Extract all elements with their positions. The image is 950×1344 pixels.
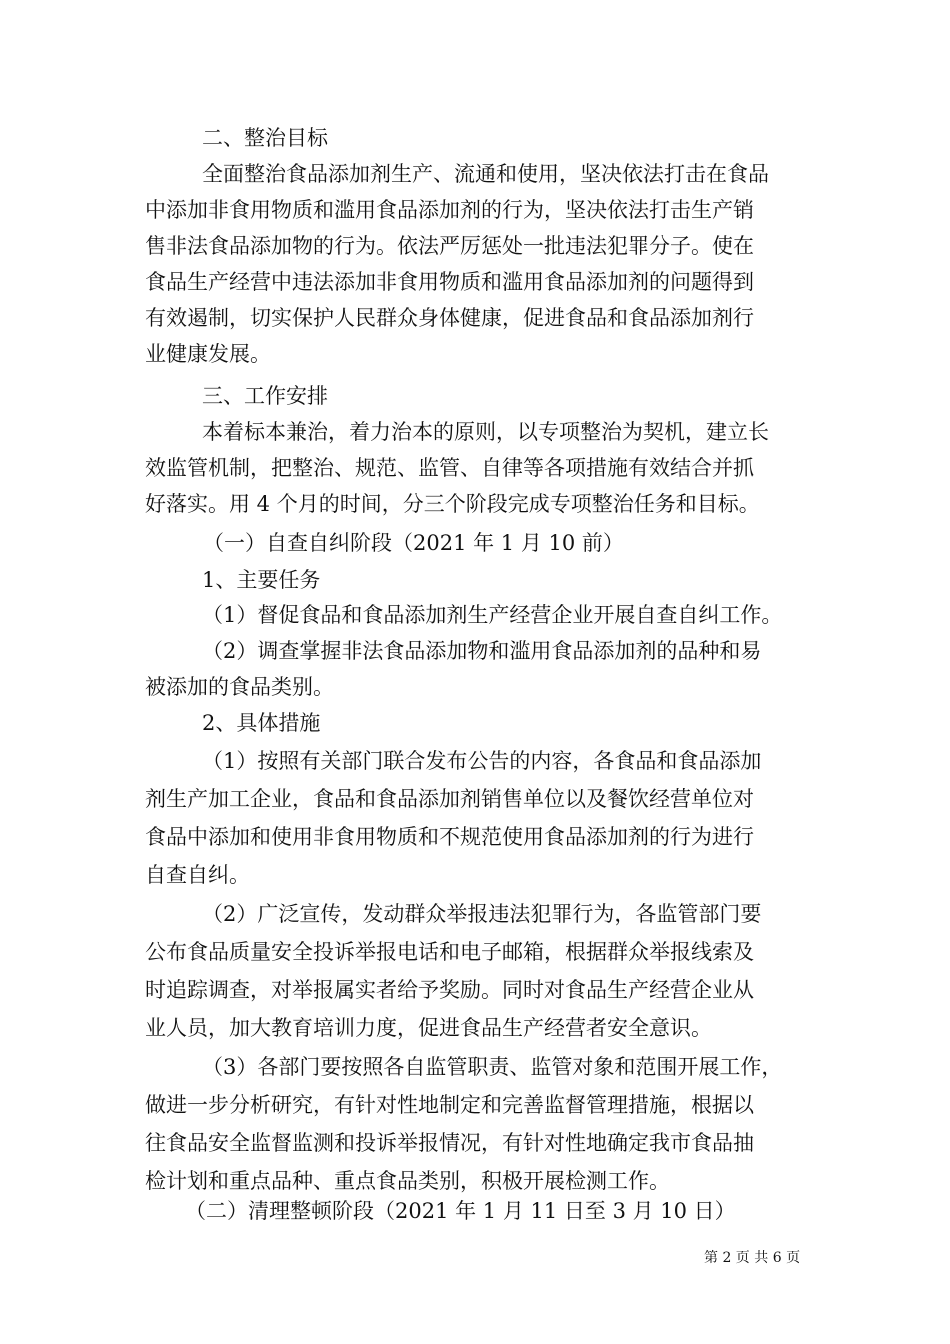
subheading-measures: 2、具体措施 — [202, 711, 321, 735]
paragraph-line: 被添加的食品类别。 — [145, 675, 334, 699]
paragraph-line: （2）广泛宣传，发动群众举报违法犯罪行为，各监管部门要 — [202, 902, 762, 926]
paragraph-line: 往食品安全监督监测和投诉举报情况，有针对性地确定我市食品抽 — [145, 1131, 754, 1155]
paragraph-line: 售非法食品添加物的行为。依法严厉惩处一批违法犯罪分子。使在 — [145, 234, 754, 258]
paragraph-line: （1）督促食品和食品添加剂生产经营企业开展自查自纠工作。 — [202, 603, 783, 627]
heading-arrangements: 三、工作安排 — [202, 384, 328, 408]
subheading-main-tasks: 1、主要任务 — [202, 568, 321, 592]
paragraph-line: 食品中添加和使用非食用物质和不规范使用食品添加剂的行为进行 — [145, 825, 754, 849]
heading-phase-one: （一）自查自纠阶段（2021 年 1 月 10 前） — [203, 531, 624, 555]
paragraph-line: （3）各部门要按照各自监管职责、监管对象和范围开展工作， — [202, 1055, 783, 1079]
paragraph-line: 有效遏制，切实保护人民群众身体健康，促进食品和食品添加剂行 — [145, 306, 754, 330]
paragraph-line: 食品生产经营中违法添加非食用物质和滥用食品添加剂的问题得到 — [145, 270, 754, 294]
paragraph-line: 效监管机制，把整治、规范、监管、自律等各项措施有效结合并抓 — [145, 456, 754, 480]
paragraph-line: （1）按照有关部门联合发布公告的内容，各食品和食品添加 — [202, 749, 762, 773]
paragraph-line: 做进一步分析研究，有针对性地制定和完善监督管理措施，根据以 — [145, 1093, 754, 1117]
paragraph-line: 检计划和重点品种、重点食品类别，积极开展检测工作。 — [145, 1169, 670, 1193]
paragraph-line: 本着标本兼治，着力治本的原则，以专项整治为契机，建立长 — [202, 420, 769, 444]
paragraph-line: 中添加非食用物质和滥用食品添加剂的行为，坚决依法打击生产销 — [145, 198, 754, 222]
paragraph-line: 业健康发展。 — [145, 342, 271, 366]
paragraph-line: 全面整治食品添加剂生产、流通和使用，坚决依法打击在食品 — [202, 162, 769, 186]
paragraph-line: （2）调查掌握非法食品添加物和滥用食品添加剂的品种和易 — [202, 639, 762, 663]
heading-goals: 二、整治目标 — [202, 126, 328, 150]
paragraph-line: 公布食品质量安全投诉举报电话和电子邮箱，根据群众举报线索及 — [145, 940, 754, 964]
paragraph-line: 业人员，加大教育培训力度，促进食品生产经营者安全意识。 — [145, 1016, 712, 1040]
paragraph-line: 剂生产加工企业，食品和食品添加剂销售单位以及餐饮经营单位对 — [145, 787, 754, 811]
heading-phase-two: （二）清理整顿阶段（2021 年 1 月 11 日至 3 月 10 日） — [185, 1199, 736, 1223]
paragraph-line: 时追踪调查，对举报属实者给予奖励。同时对食品生产经营企业从 — [145, 978, 754, 1002]
paragraph-line: 好落实。用 4 个月的时间，分三个阶段完成专项整治任务和目标。 — [145, 492, 760, 516]
page-number-footer: 第 2 页 共 6 页 — [704, 1250, 801, 1266]
paragraph-line: 自查自纠。 — [145, 863, 250, 887]
